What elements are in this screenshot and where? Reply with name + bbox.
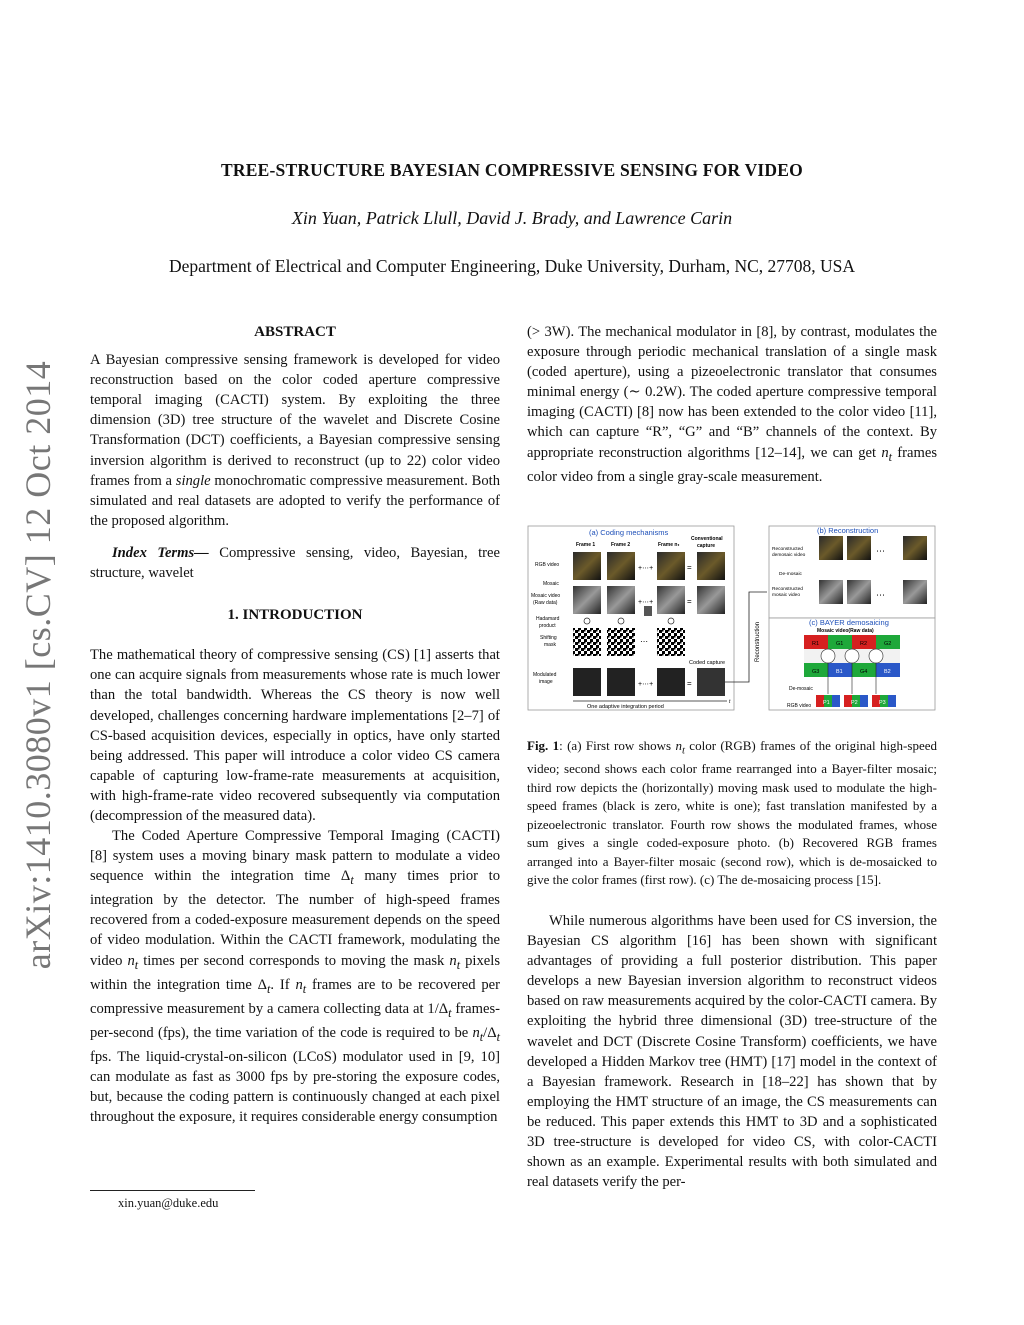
paper-title: TREE-STRUCTURE BAYESIAN COMPRESSIVE SENSING FOR VIDEO xyxy=(221,160,803,180)
arxiv-id: arXiv:1410.3080v1 [cs.CV] 12 Oct 2014 xyxy=(18,360,58,970)
recon-demosaic-label-2: demosaic video xyxy=(772,553,806,558)
time-axis-label: t xyxy=(729,699,731,705)
reconstruction-label: Reconstruction xyxy=(755,621,761,662)
panel-c-title: (c) BAYER demosaicing xyxy=(809,618,889,627)
recon-mosaic-label-1: Reconstructed xyxy=(772,587,803,592)
mask-frame-1 xyxy=(573,628,601,656)
abstract-heading: ABSTRACT xyxy=(254,324,336,340)
recon-mosaic-frame-1 xyxy=(819,580,843,604)
row-label-mosaic: Mosaic xyxy=(543,581,559,587)
mosaic-frame-2 xyxy=(607,586,635,614)
mask-dots: ⋯ xyxy=(640,637,648,646)
bayer-label-r1: R1 xyxy=(812,641,820,647)
intro-heading: 1. INTRODUCTION xyxy=(227,607,363,624)
mosaic-capture-frame xyxy=(697,586,725,614)
bayer-label-g1: G1 xyxy=(836,641,844,647)
right-column-bottom xyxy=(527,911,937,1192)
row-label-hadamard: Hadamard xyxy=(536,616,560,622)
mask-frame-n xyxy=(657,628,685,656)
figure-1 xyxy=(527,522,937,714)
coded-capture-frame xyxy=(697,668,725,696)
rgb-video-label-c: RGB video xyxy=(787,703,812,709)
row-label-rgb-video: RGB video xyxy=(535,562,560,568)
p2-label: P2 xyxy=(851,700,858,706)
recon-mosaic-frame-2 xyxy=(847,580,871,604)
demosaic-node-1 xyxy=(821,649,835,663)
translator-icon xyxy=(644,606,652,616)
figure-1-caption: Fig. 1: (a) First row shows $n_t$ color (RGB) frames of the original high-speed video; second shows each color frame rearranged into a Bayer-filter mosaic; third row depicts the (horizontally) moving mask used to modulate the high-speed frames (black is zero, white is one); fast translation manifested by a pizeoelectronic translator. Fourth row shows the modulated frames, whose sum gives a single coded-exposure photo. (b) Recovered RGB frames arranged into a Bayer-filter mosaic (second row), which is de-mosaicked to give the color frames (first row). (c) The de-mosaicing process [15]. xyxy=(527,738,937,888)
capture-label: capture xyxy=(697,543,716,549)
row-label-shifting: Shifting xyxy=(540,635,557,641)
mosaic-frame-n xyxy=(657,586,685,614)
framen-label: Frame nₜ xyxy=(658,542,680,548)
modulated-frame-n xyxy=(657,668,685,696)
coded-capture-label: Coded capture xyxy=(689,660,726,666)
demosaic-label: De-mosaic xyxy=(779,572,802,577)
index-terms: Index Terms— Compressive sensing, video, Bayesian, tree structure, wavelet xyxy=(90,544,500,582)
figure-1-diagram xyxy=(527,522,937,714)
row2-plus-dots: +⋯+ xyxy=(638,599,654,606)
row-label-image: image xyxy=(539,679,553,685)
abstract-text: A Bayesian compressive sensing framework is developed for video reconstruction based on the color coded aperture compressive temporal imaging (CACTI) system. By exploiting the three dimension (3D) tree structure of the wavelet and Discrete Cosine Transformation (DCT) coefficients, a Bayesian compressive sensing inversion algorithm is derived to reconstruct (up to 22) color video frames from a single monochromatic compressive measurement. Both simulated and real datasets are adopted to verify the performance of the proposed algorithm. xyxy=(90,352,500,529)
p2-blue xyxy=(860,695,868,707)
row-label-product: product xyxy=(539,623,556,629)
paper-affiliation: Department of Electrical and Computer Engineering, Duke University, Durham, NC, 27708, USA xyxy=(168,256,856,276)
demosaic-label-c: De-mosaic xyxy=(789,686,813,692)
mosaic-raw-label: Mosaic video(Raw data) xyxy=(817,628,874,634)
panel-b-title: (b) Reconstruction xyxy=(817,526,879,535)
recon-rgb-frame-1 xyxy=(819,536,843,560)
rgb-frame-n xyxy=(657,552,685,580)
recon-rgb-dots: ⋯ xyxy=(876,546,885,556)
rgb-frame-2 xyxy=(607,552,635,580)
panel-a-title: (a) Coding mechanisms xyxy=(589,528,669,537)
row1-plus-dots: +⋯+ xyxy=(638,565,654,572)
recon-rgb-frame-2 xyxy=(847,536,871,560)
intro-paragraph-2: The Coded Aperture Compressive Temporal Imaging (CACTI) [8] system uses a moving binary mask pattern to modulate a video sequence within the integration time $\Delta_t$ many times prior to integration by the detector. The number of high-speed frames recovered from a coded-exposure measurement depends on the speed of video modulation. Within the CACTI framework, modulating the video $n_t$ times per second corresponds to moving the mask $n_t$ pixels within the integration time $\Delta_t$. If $n_t$ frames are to be recovered per compressive measurement by a camera collecting data at $1/\Delta_t$ frames-per-second (fps), the time variation of the code is required to be $n_t/\Delta_t$ fps. The liquid-crystal-on-silicon (LCoS) modulator used in [9, 10] can modulate as fast as 3000 fps by pre-storing the exposure codes, but, because the coding pattern is continuously changed at each pixel throughout the exposure, it requires considerable energy consumption xyxy=(90,828,500,1125)
modulated-frame-1 xyxy=(573,668,601,696)
conventional-label: Conventional xyxy=(691,536,723,542)
bayer-label-r2: R2 xyxy=(860,641,868,647)
footnote-rule xyxy=(90,1190,255,1191)
paper-authors: Xin Yuan, Patrick Llull, David J. Brady, and Lawrence Carin xyxy=(291,208,733,228)
intro-paragraph-1: The mathematical theory of compressive sensing (CS) [1] asserts that one can acquire signals from measurements whose rate is much lower than the total bandwidth. Whereas the CS theory is now well developed, challenges concerning hardware implementations [2–7] of CS-based acquisition devices, especially in optics, have only started being addressed. This paper will introduce a color video CS camera capable of capturing low-frame-rate measurements at acquisition, with high-frame-rate video recovered subsequently via computation (decompression of the measured data). xyxy=(90,647,500,824)
demosaic-node-2 xyxy=(845,649,859,663)
recon-mosaic-label-2: mosaic video xyxy=(772,593,800,598)
mask-frame-2 xyxy=(607,628,635,656)
right-paragraph-1: (> 3W). The mechanical modulator in [8], by contrast, modulates the exposure through periodic mechanical translation of a single mask (coded aperture), using a pizeoelectronic translator that consumes minimal energy (∼ 0.2W). The coded aperture compressive temporal imaging (CACTI) [8] now has been extended to the color video [11], which can capture “R”, “G” and “B” channels of the context. By appropriate reconstruction algorithms [12–14], we can get $n_t$ frames color video from a single gray-scale measurement. xyxy=(527,324,937,485)
bayer-label-g3: G3 xyxy=(812,669,820,675)
row-label-mosaic-video: Mosaic video xyxy=(531,593,561,599)
p3-blue xyxy=(888,695,896,707)
arxiv-sidebar-stamp xyxy=(8,360,68,970)
bayer-label-b2: B2 xyxy=(884,669,891,675)
conventional-capture-frame xyxy=(697,552,725,580)
row4-plus-dots: +⋯+ xyxy=(638,681,654,688)
bayer-label-b1: B1 xyxy=(836,669,843,675)
row-label-mask: mask xyxy=(544,642,556,648)
demosaic-node-3 xyxy=(869,649,883,663)
right-column-top xyxy=(527,322,937,487)
p1-blue xyxy=(832,695,840,707)
frame1-label: Frame 1 xyxy=(576,542,596,548)
integration-label: One adaptive integration period xyxy=(587,704,664,710)
left-column xyxy=(90,322,500,1127)
bayer-label-g4: G4 xyxy=(860,669,868,675)
frame2-label: Frame 2 xyxy=(611,542,631,548)
recon-rgb-frame-n xyxy=(903,536,927,560)
row-label-modulated: Modulated xyxy=(533,672,557,678)
rgb-frame-1 xyxy=(573,552,601,580)
caption-label: Fig. 1 xyxy=(527,738,560,753)
modulated-frame-2 xyxy=(607,668,635,696)
right-paragraph-2: While numerous algorithms have been used for CS inversion, the Bayesian CS algorithm [16] has been shown with significant advantages of providing a full posterior distribution. This paper develops a new Bayesian inversion algorithm to reconstruct videos based on raw measurements acquired by the color-CACTI camera. By exploiting the hybrid three dimensional (3D) tree-structure of the wavelet and DCT (Discrete Cosine Transform) coefficients, we have developed a Hidden Markov tree (HMT) [17] model in the context of a Bayesian framework. Research in [18–22] has shown that by employing the HMT structure of an image, the CS measurements can be reduced. This paper extends this HMT to 3D and a sophisticated 3D tree-structure is developed for video CS, with color-CACTI shown as an example. Experimental results with both simulated and real datasets verify the per- xyxy=(527,913,937,1191)
p3-label: P3 xyxy=(879,700,886,706)
recon-mosaic-frame-n xyxy=(903,580,927,604)
row1-equals: = xyxy=(687,563,692,572)
p1-label: P1 xyxy=(823,700,830,706)
recon-mosaic-dots: ⋯ xyxy=(876,590,885,600)
bayer-label-g2: G2 xyxy=(884,641,892,647)
row2-equals: = xyxy=(687,597,692,606)
recon-demosaic-label-1: Reconstructed xyxy=(772,547,803,552)
footnote-email: xin.yuan@duke.edu xyxy=(118,1196,219,1210)
row-label-raw-data: (Raw data) xyxy=(533,600,558,606)
row4-equals: = xyxy=(687,679,692,688)
output-pixels xyxy=(816,695,896,707)
mosaic-frame-1 xyxy=(573,586,601,614)
